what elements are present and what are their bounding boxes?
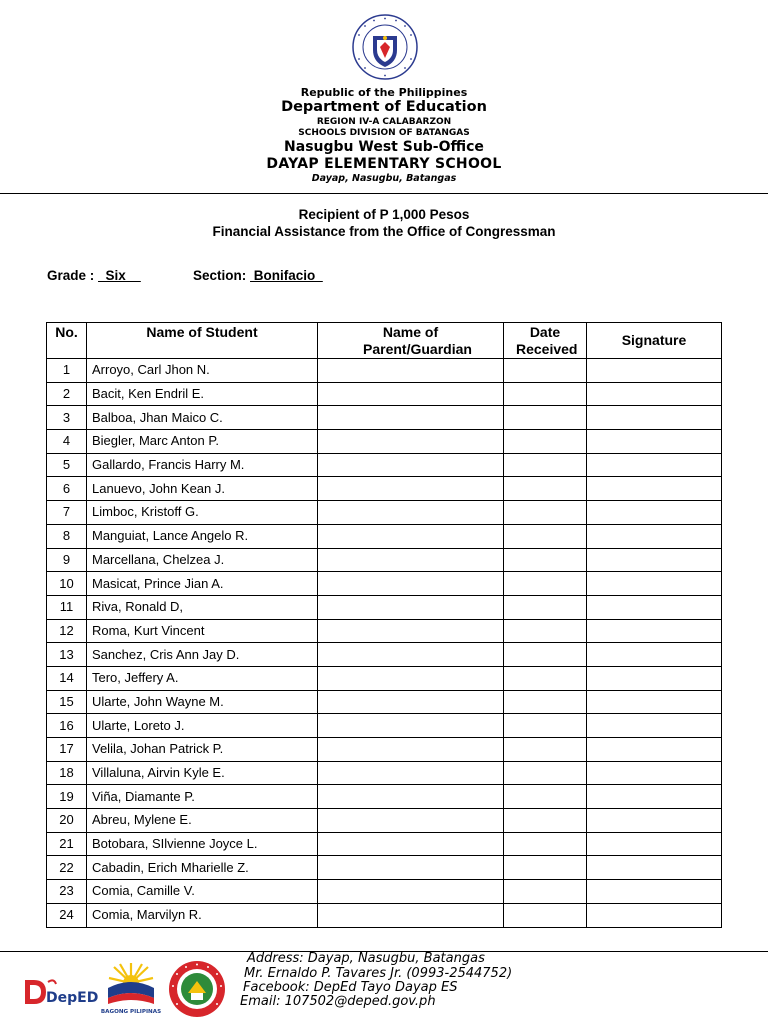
parent-guardian-cell	[318, 430, 504, 454]
date-received-cell	[504, 501, 587, 525]
student-name: Manguiat, Lance Angelo R.	[87, 524, 318, 548]
recipient-table	[46, 322, 722, 928]
table-row	[47, 903, 722, 927]
signature-cell	[587, 738, 722, 762]
date-received-cell	[504, 880, 587, 904]
table-row	[47, 666, 722, 690]
student-name: Botobara, SIlvienne Joyce L.	[87, 832, 318, 856]
table-row	[47, 406, 722, 430]
row-number: 4	[47, 430, 87, 454]
sub-office-heading: Nasugbu West Sub-Office	[284, 139, 484, 155]
parent-guardian-cell	[318, 903, 504, 927]
parent-guardian-cell	[318, 690, 504, 714]
footer-principal-contact: Mr. Ernaldo P. Tavares Jr. (0993-2544752)	[244, 966, 513, 981]
student-name: Lanuevo, John Kean J.	[87, 477, 318, 501]
school-seal-logo	[168, 960, 226, 1018]
signature-cell	[587, 548, 722, 572]
parent-guardian-cell	[318, 809, 504, 833]
parent-guardian-cell	[318, 856, 504, 880]
date-received-cell	[504, 856, 587, 880]
bagong-pilipinas-logo	[100, 958, 162, 1016]
date-received-cell	[504, 406, 587, 430]
parent-guardian-cell	[318, 548, 504, 572]
footer-email: Email: 107502@deped.gov.ph	[240, 994, 436, 1009]
row-number: 21	[47, 832, 87, 856]
table-body	[47, 359, 722, 928]
table-row	[47, 880, 722, 904]
signature-cell	[587, 880, 722, 904]
department-heading: Department of Education	[281, 99, 487, 115]
row-number: 1	[47, 359, 87, 383]
grade-label: Grade :	[47, 268, 95, 283]
division-heading: SCHOOLS DIVISION OF BATANGAS	[298, 128, 470, 138]
date-received-cell	[504, 359, 587, 383]
header-divider	[0, 193, 768, 194]
student-name: Bacit, Ken Endril E.	[87, 382, 318, 406]
signature-cell	[587, 785, 722, 809]
row-number: 3	[47, 406, 87, 430]
student-name: Masicat, Prince Jian A.	[87, 572, 318, 596]
signature-cell	[587, 714, 722, 738]
parent-guardian-cell	[318, 382, 504, 406]
parent-guardian-cell	[318, 880, 504, 904]
parent-guardian-cell	[318, 619, 504, 643]
student-name: Gallardo, Francis Harry M.	[87, 453, 318, 477]
parent-guardian-cell	[318, 477, 504, 501]
parent-guardian-cell	[318, 761, 504, 785]
table-row	[47, 430, 722, 454]
grade-field	[47, 268, 141, 283]
signature-cell	[587, 382, 722, 406]
date-received-cell	[504, 382, 587, 406]
row-number: 13	[47, 643, 87, 667]
date-received-cell	[504, 572, 587, 596]
date-received-cell	[504, 548, 587, 572]
signature-cell	[587, 643, 722, 667]
section-value: Bonifacio	[250, 268, 323, 283]
signature-cell	[587, 690, 722, 714]
row-number: 11	[47, 595, 87, 619]
date-received-cell	[504, 832, 587, 856]
table-row	[47, 524, 722, 548]
deped-seal-logo	[352, 14, 418, 80]
parent-guardian-cell	[318, 406, 504, 430]
date-received-cell	[504, 524, 587, 548]
school-name-heading: DAYAP ELEMENTARY SCHOOL	[266, 156, 502, 172]
table-row	[47, 738, 722, 762]
student-name: Comia, Camille V.	[87, 880, 318, 904]
col-header-student: Name of Student	[87, 323, 318, 359]
table-row	[47, 382, 722, 406]
table-row	[47, 832, 722, 856]
date-received-cell	[504, 430, 587, 454]
document-title: Recipient of P 1,000 Pesos	[298, 207, 470, 222]
school-location: Dayap, Nasugbu, Batangas	[311, 173, 457, 184]
student-name: Arroyo, Carl Jhon N.	[87, 359, 318, 383]
row-number: 2	[47, 382, 87, 406]
col-header-parent: Name of Parent/Guardian	[318, 323, 504, 359]
date-received-cell	[504, 761, 587, 785]
parent-guardian-cell	[318, 785, 504, 809]
bagong-pilipinas-text: BAGONG PILIPINAS	[100, 1009, 162, 1015]
student-name: Limboc, Kristoff G.	[87, 501, 318, 525]
student-name: Villaluna, Airvin Kyle E.	[87, 761, 318, 785]
parent-guardian-cell	[318, 572, 504, 596]
date-received-cell	[504, 785, 587, 809]
republic-heading: Republic of the Philippines	[300, 86, 468, 99]
signature-cell	[587, 453, 722, 477]
parent-guardian-cell	[318, 832, 504, 856]
date-received-cell	[504, 643, 587, 667]
row-number: 19	[47, 785, 87, 809]
date-received-cell	[504, 738, 587, 762]
deped-logo	[22, 976, 99, 1008]
row-number: 12	[47, 619, 87, 643]
date-received-cell	[504, 477, 587, 501]
parent-guardian-cell	[318, 359, 504, 383]
student-name: Abreu, Mylene E.	[87, 809, 318, 833]
row-number: 8	[47, 524, 87, 548]
row-number: 18	[47, 761, 87, 785]
date-received-cell	[504, 809, 587, 833]
parent-guardian-cell	[318, 453, 504, 477]
row-number: 15	[47, 690, 87, 714]
footer-facebook: Facebook: DepEd Tayo Dayap ES	[243, 980, 458, 995]
row-number: 17	[47, 738, 87, 762]
row-number: 14	[47, 666, 87, 690]
row-number: 22	[47, 856, 87, 880]
table-row	[47, 643, 722, 667]
date-received-cell	[504, 714, 587, 738]
student-name: Roma, Kurt Vincent	[87, 619, 318, 643]
signature-cell	[587, 832, 722, 856]
document-subtitle: Financial Assistance from the Office of Congressman	[212, 224, 556, 239]
date-received-cell	[504, 666, 587, 690]
signature-cell	[587, 666, 722, 690]
date-received-cell	[504, 453, 587, 477]
section-field	[193, 268, 323, 283]
col-header-date: Date Received	[504, 323, 587, 359]
parent-guardian-cell	[318, 524, 504, 548]
student-name: Viña, Diamante P.	[87, 785, 318, 809]
row-number: 6	[47, 477, 87, 501]
table-row	[47, 619, 722, 643]
parent-guardian-cell	[318, 666, 504, 690]
signature-cell	[587, 430, 722, 454]
col-header-no: No.	[47, 323, 87, 359]
grade-value: Six	[98, 268, 141, 283]
table-row	[47, 856, 722, 880]
table-row	[47, 359, 722, 383]
student-name: Ularte, Loreto J.	[87, 714, 318, 738]
region-heading: REGION IV-A CALABARZON	[316, 117, 452, 127]
row-number: 9	[47, 548, 87, 572]
row-number: 7	[47, 501, 87, 525]
signature-cell	[587, 856, 722, 880]
date-received-cell	[504, 619, 587, 643]
date-received-cell	[504, 903, 587, 927]
student-name: Sanchez, Cris Ann Jay D.	[87, 643, 318, 667]
signature-cell	[587, 501, 722, 525]
table-row	[47, 595, 722, 619]
section-label: Section:	[193, 268, 247, 283]
table-row	[47, 572, 722, 596]
row-number: 23	[47, 880, 87, 904]
row-number: 5	[47, 453, 87, 477]
table-row	[47, 477, 722, 501]
student-name: Ularte, John Wayne M.	[87, 690, 318, 714]
student-name: Biegler, Marc Anton P.	[87, 430, 318, 454]
student-name: Tero, Jeffery A.	[87, 666, 318, 690]
parent-guardian-cell	[318, 643, 504, 667]
table-row	[47, 785, 722, 809]
signature-cell	[587, 572, 722, 596]
table-row	[47, 809, 722, 833]
table-row	[47, 761, 722, 785]
col-header-signature: Signature	[587, 323, 722, 359]
signature-cell	[587, 903, 722, 927]
signature-cell	[587, 619, 722, 643]
table-row	[47, 714, 722, 738]
table-header-row	[47, 323, 722, 359]
signature-cell	[587, 359, 722, 383]
signature-cell	[587, 595, 722, 619]
table-row	[47, 501, 722, 525]
student-name: Balboa, Jhan Maico C.	[87, 406, 318, 430]
signature-cell	[587, 761, 722, 785]
student-name: Velila, Johan Patrick P.	[87, 738, 318, 762]
row-number: 16	[47, 714, 87, 738]
row-number: 20	[47, 809, 87, 833]
student-name: Riva, Ronald D,	[87, 595, 318, 619]
signature-cell	[587, 477, 722, 501]
date-received-cell	[504, 690, 587, 714]
parent-guardian-cell	[318, 501, 504, 525]
signature-cell	[587, 809, 722, 833]
table-row	[47, 453, 722, 477]
student-name: Marcellana, Chelzea J.	[87, 548, 318, 572]
signature-cell	[587, 524, 722, 548]
footer-address: Address: Dayap, Nasugbu, Batangas	[247, 951, 485, 966]
signature-cell	[587, 406, 722, 430]
date-received-cell	[504, 595, 587, 619]
student-name: Comia, Marvilyn R.	[87, 903, 318, 927]
student-name: Cabadin, Erich Mharielle Z.	[87, 856, 318, 880]
row-number: 24	[47, 903, 87, 927]
deped-logo-text: DepED	[46, 990, 99, 1006]
parent-guardian-cell	[318, 714, 504, 738]
parent-guardian-cell	[318, 738, 504, 762]
row-number: 10	[47, 572, 87, 596]
parent-guardian-cell	[318, 595, 504, 619]
table-row	[47, 690, 722, 714]
table-row	[47, 548, 722, 572]
